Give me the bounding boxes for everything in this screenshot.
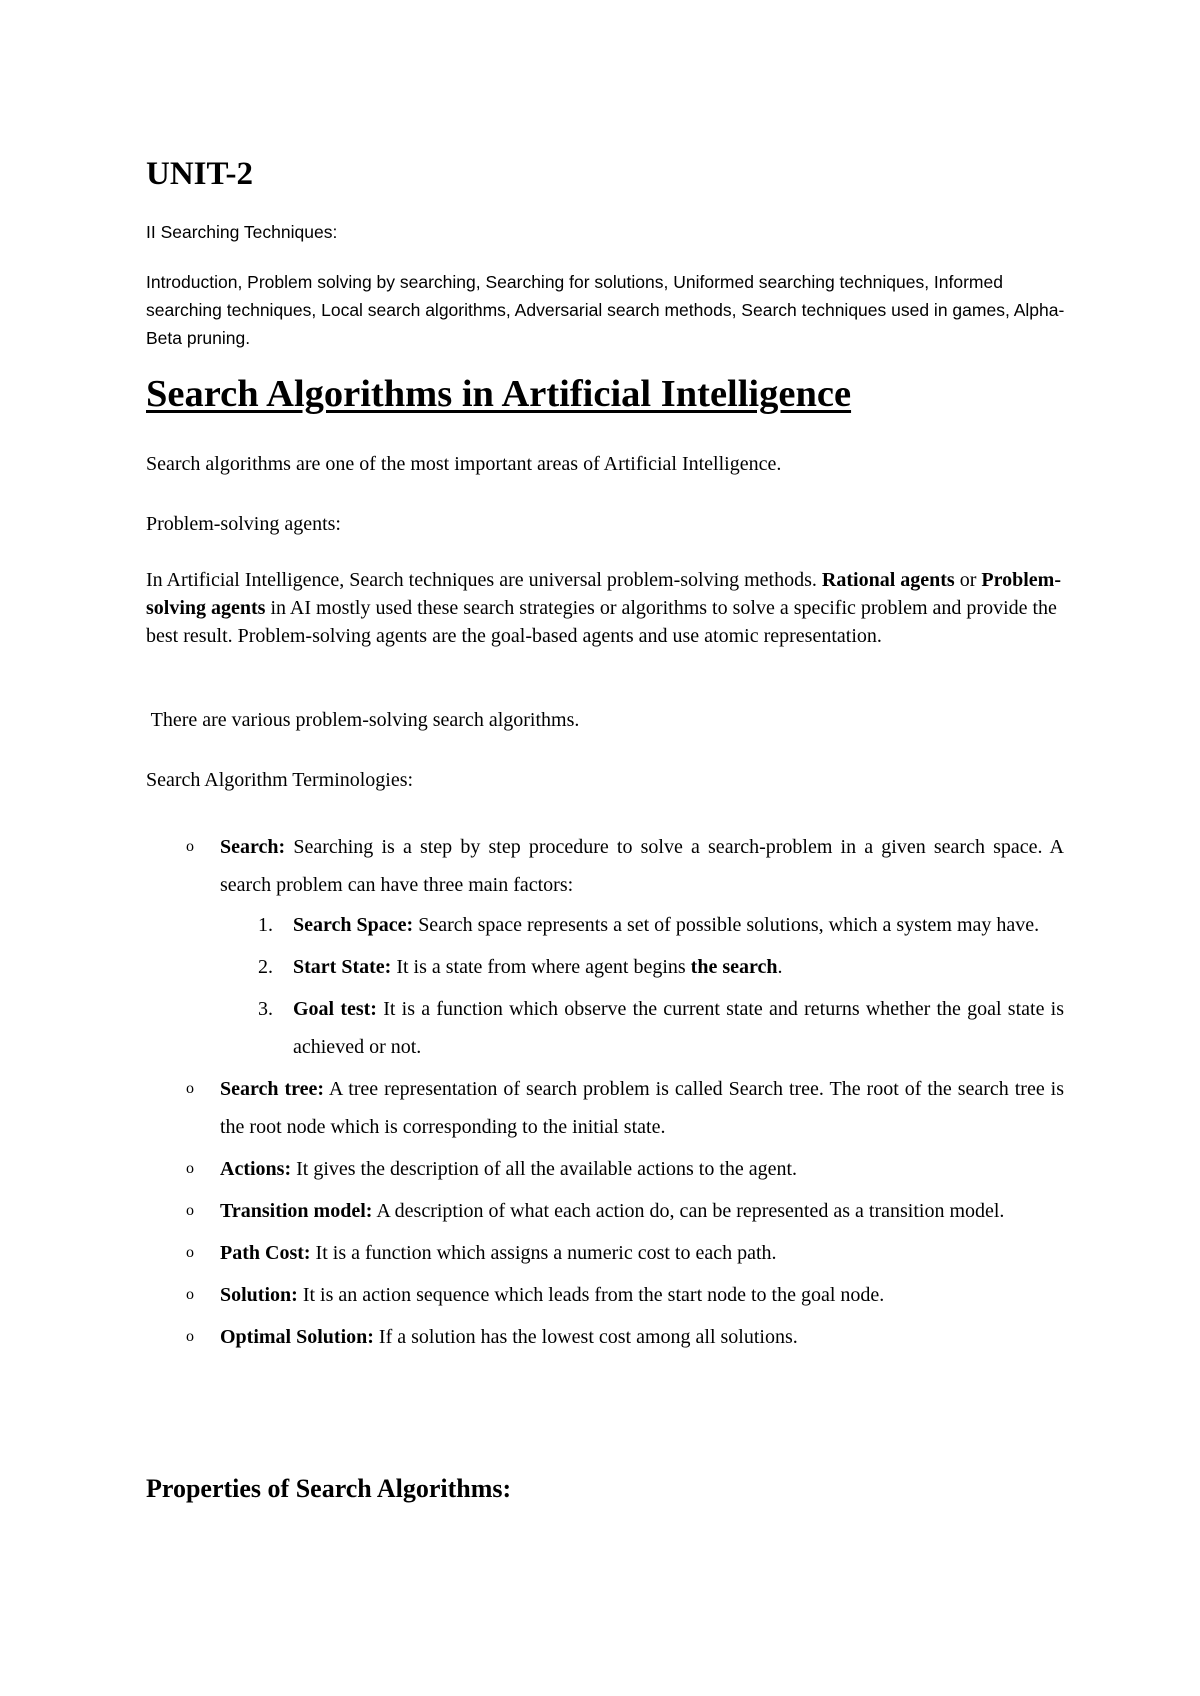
term-label: Search tree: [220, 1078, 325, 1100]
term-actions [146, 1150, 1064, 1188]
term-optimal-solution [146, 1318, 1064, 1356]
various-algorithms-text: There are various problem-solving search algorithms. [146, 709, 580, 731]
list-number: 2. [258, 956, 273, 978]
bullet-icon: o [186, 1328, 194, 1345]
term-solution [146, 1276, 1064, 1314]
term-transition-model [146, 1192, 1064, 1230]
list-number: 1. [258, 914, 273, 936]
bullet-icon: o [186, 1286, 194, 1303]
agents-heading: Problem-solving agents: [146, 513, 341, 535]
term-description: It is an action sequence which leads from the start node to the goal node. [297, 1284, 885, 1306]
agents-text-2: or [954, 569, 982, 591]
factor-tail: . [777, 956, 783, 978]
bullet-icon: o [186, 1160, 194, 1177]
term-search-tree [146, 1070, 1064, 1146]
bullet-icon: o [186, 1080, 194, 1097]
term-description: A description of what each action do, can be represented as a transition model. [372, 1200, 1005, 1222]
term-search [146, 828, 1064, 1066]
problem-solving-agents-term: Problem-solving agents [146, 569, 1061, 619]
factor-start-state [220, 948, 1064, 986]
term-description: It is a function which assigns a numeric cost to each path. [310, 1242, 777, 1264]
term-description: Searching is a step by step procedure to solve a search-problem in a given search space. A search problem can have three main factors: [220, 836, 1064, 896]
factor-emphasis: the search [690, 956, 778, 978]
term-label: Actions: [220, 1158, 292, 1180]
factor-goal-test [220, 990, 1064, 1066]
bullet-icon: o [186, 1244, 194, 1261]
agents-paragraph [146, 566, 1076, 650]
term-label: Transition model: [220, 1200, 373, 1222]
list-number: 3. [258, 998, 273, 1020]
term-description: It gives the description of all the available actions to the agent. [291, 1158, 798, 1180]
term-label: Solution: [220, 1284, 298, 1306]
intro-paragraph: Search algorithms are one of the most important areas of Artificial Intelligence. [146, 453, 782, 475]
agents-text-3: in AI mostly used these search strategies or algorithms to solve a specific problem and provide the best result. Problem-solving agents are the goal-based agents and use atomic representation. [146, 597, 1057, 647]
factor-label: Goal test: [293, 998, 377, 1020]
bullet-icon: o [186, 1202, 194, 1219]
term-label: Path Cost: [220, 1242, 311, 1264]
factor-description: Search space represents a set of possible solutions, which a system may have. [413, 914, 1040, 936]
syllabus-heading: II Searching Techniques: [146, 222, 338, 242]
properties-heading: Properties of Search Algorithms: [146, 1474, 512, 1503]
term-label: Search: [220, 836, 286, 858]
unit-title: UNIT-2 [146, 156, 253, 192]
main-heading: Search Algorithms in Artificial Intelligence [146, 373, 852, 415]
term-label: Optimal Solution: [220, 1326, 374, 1348]
term-description: A tree representation of search problem is called Search tree. The root of the search tree is the root node which is corresponding to the initial state. [220, 1078, 1064, 1138]
factor-label: Search Space: [293, 914, 414, 936]
term-path-cost [146, 1234, 1064, 1272]
search-factors-list [220, 906, 1064, 1066]
factor-search-space [220, 906, 1064, 944]
rational-agents-term: Rational agents [821, 569, 955, 591]
factor-description: It is a state from where agent begins [391, 956, 691, 978]
bullet-icon: o [186, 838, 194, 855]
agents-text-1: In Artificial Intelligence, Search techniques are universal problem-solving methods. [146, 569, 822, 591]
syllabus-topics: Introduction, Problem solving by searching, Searching for solutions, Uniformed searching techniques, Informed searching techniques, Local search algorithms, Adversarial search methods, Search techniques used in games, Alpha-Beta pruning. [146, 272, 1065, 348]
factor-description: It is a function which observe the current state and returns whether the goal state is achieved or not. [293, 998, 1064, 1058]
terminology-list [146, 828, 1064, 1360]
terminologies-heading: Search Algorithm Terminologies: [146, 769, 414, 791]
term-description: If a solution has the lowest cost among all solutions. [373, 1326, 798, 1348]
factor-label: Start State: [293, 956, 392, 978]
